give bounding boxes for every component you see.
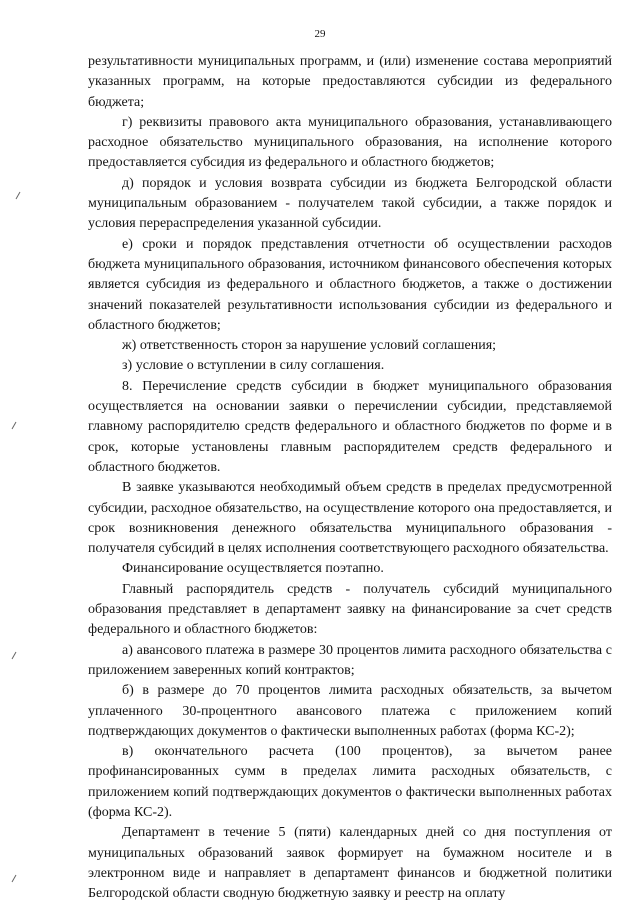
paragraph: а) авансового платежа в размере 30 процентов лимита расходного обязательства с приложением заверенных копий контрактов; [88, 642, 612, 678]
scan-mark [16, 192, 21, 199]
scan-mark [12, 652, 17, 659]
paragraph: Финансирование осуществляется поэтапно. [122, 561, 384, 577]
paragraph: д) порядок и условия возврата субсидии из бюджета Белгородской области муниципальным образованием - получателем такой субсидии, а также порядок и условия перераспределения указанной субсидии. [88, 175, 612, 232]
paragraph: Департамент в течение 5 (пяти) календарных дней со дня поступления от муниципальных образований заявок формирует на бумажном носителе и в электронном виде и направляет в департамент финансов и бюджетной политики Белгородской области сводную бюджетную заявку и реестр на оплату [88, 825, 612, 902]
paragraph: ж) ответственность сторон за нарушение условий соглашения; [122, 338, 497, 354]
scan-mark [12, 422, 17, 429]
paragraph: з) условие о вступлении в силу соглашения. [122, 358, 385, 374]
paragraph: в) окончательного расчета (100 процентов), за вычетом ранее профинансированных сумм в пределах лимита расходных обязательств, с приложением копий подтверждающих документов о фактически выполненных работах (форма КС-2). [88, 744, 612, 820]
scan-mark [12, 875, 17, 882]
paragraph: г) реквизиты правового акта муниципального образования, устанавливающего расходное обязательство муниципального образования, на исполнение которого предоставляется субсидия из федерального и областного бюджетов; [88, 114, 612, 171]
paragraph: результативности муниципальных программ, и (или) изменение состава мероприятий указанных программ, на которые предоставляются субсидии из федерального бюджета; [88, 54, 612, 110]
paragraph: В заявке указываются необходимый объем средств в пределах предусмотренной субсидии, расходное обязательство, на осуществление которого она предоставляется, и срок возникновения денежного обязательства муниципального образования - получателя субсидий в целях исполнения соответствующего расходного обязательства. [88, 480, 612, 557]
paragraph: Главный распорядитель средств - получатель субсидий муниципального образования представляет в департамент заявку на финансирование за счет средств федерального и областного бюджетов: [88, 581, 612, 638]
page-number: 29 [314, 28, 326, 40]
document-body [88, 52, 612, 904]
paragraph: е) сроки и порядок представления отчетности об осуществлении расходов бюджета муниципального образования, источником финансового обеспечения которых является субсидия из федерального и областного бюджетов, а также о достижении значений показателей результативности использования субсидии из федерального и областного бюджетов; [88, 236, 612, 333]
paragraph: 8. Перечисление средств субсидии в бюджет муниципального образования осуществляется на основании заявки о перечислении субсидии, представляемой главному распорядителю средств федерального и областного бюджетов по форме и в срок, которые установлены главным распорядителем средств федерального и областного бюджетов. [88, 378, 612, 475]
paragraph: б) в размере до 70 процентов лимита расходных обязательств, за вычетом уплаченного 30-процентного авансового платежа с приложением копий подтверждающих документов о фактически выполненных работах (форма КС-2); [88, 683, 612, 739]
